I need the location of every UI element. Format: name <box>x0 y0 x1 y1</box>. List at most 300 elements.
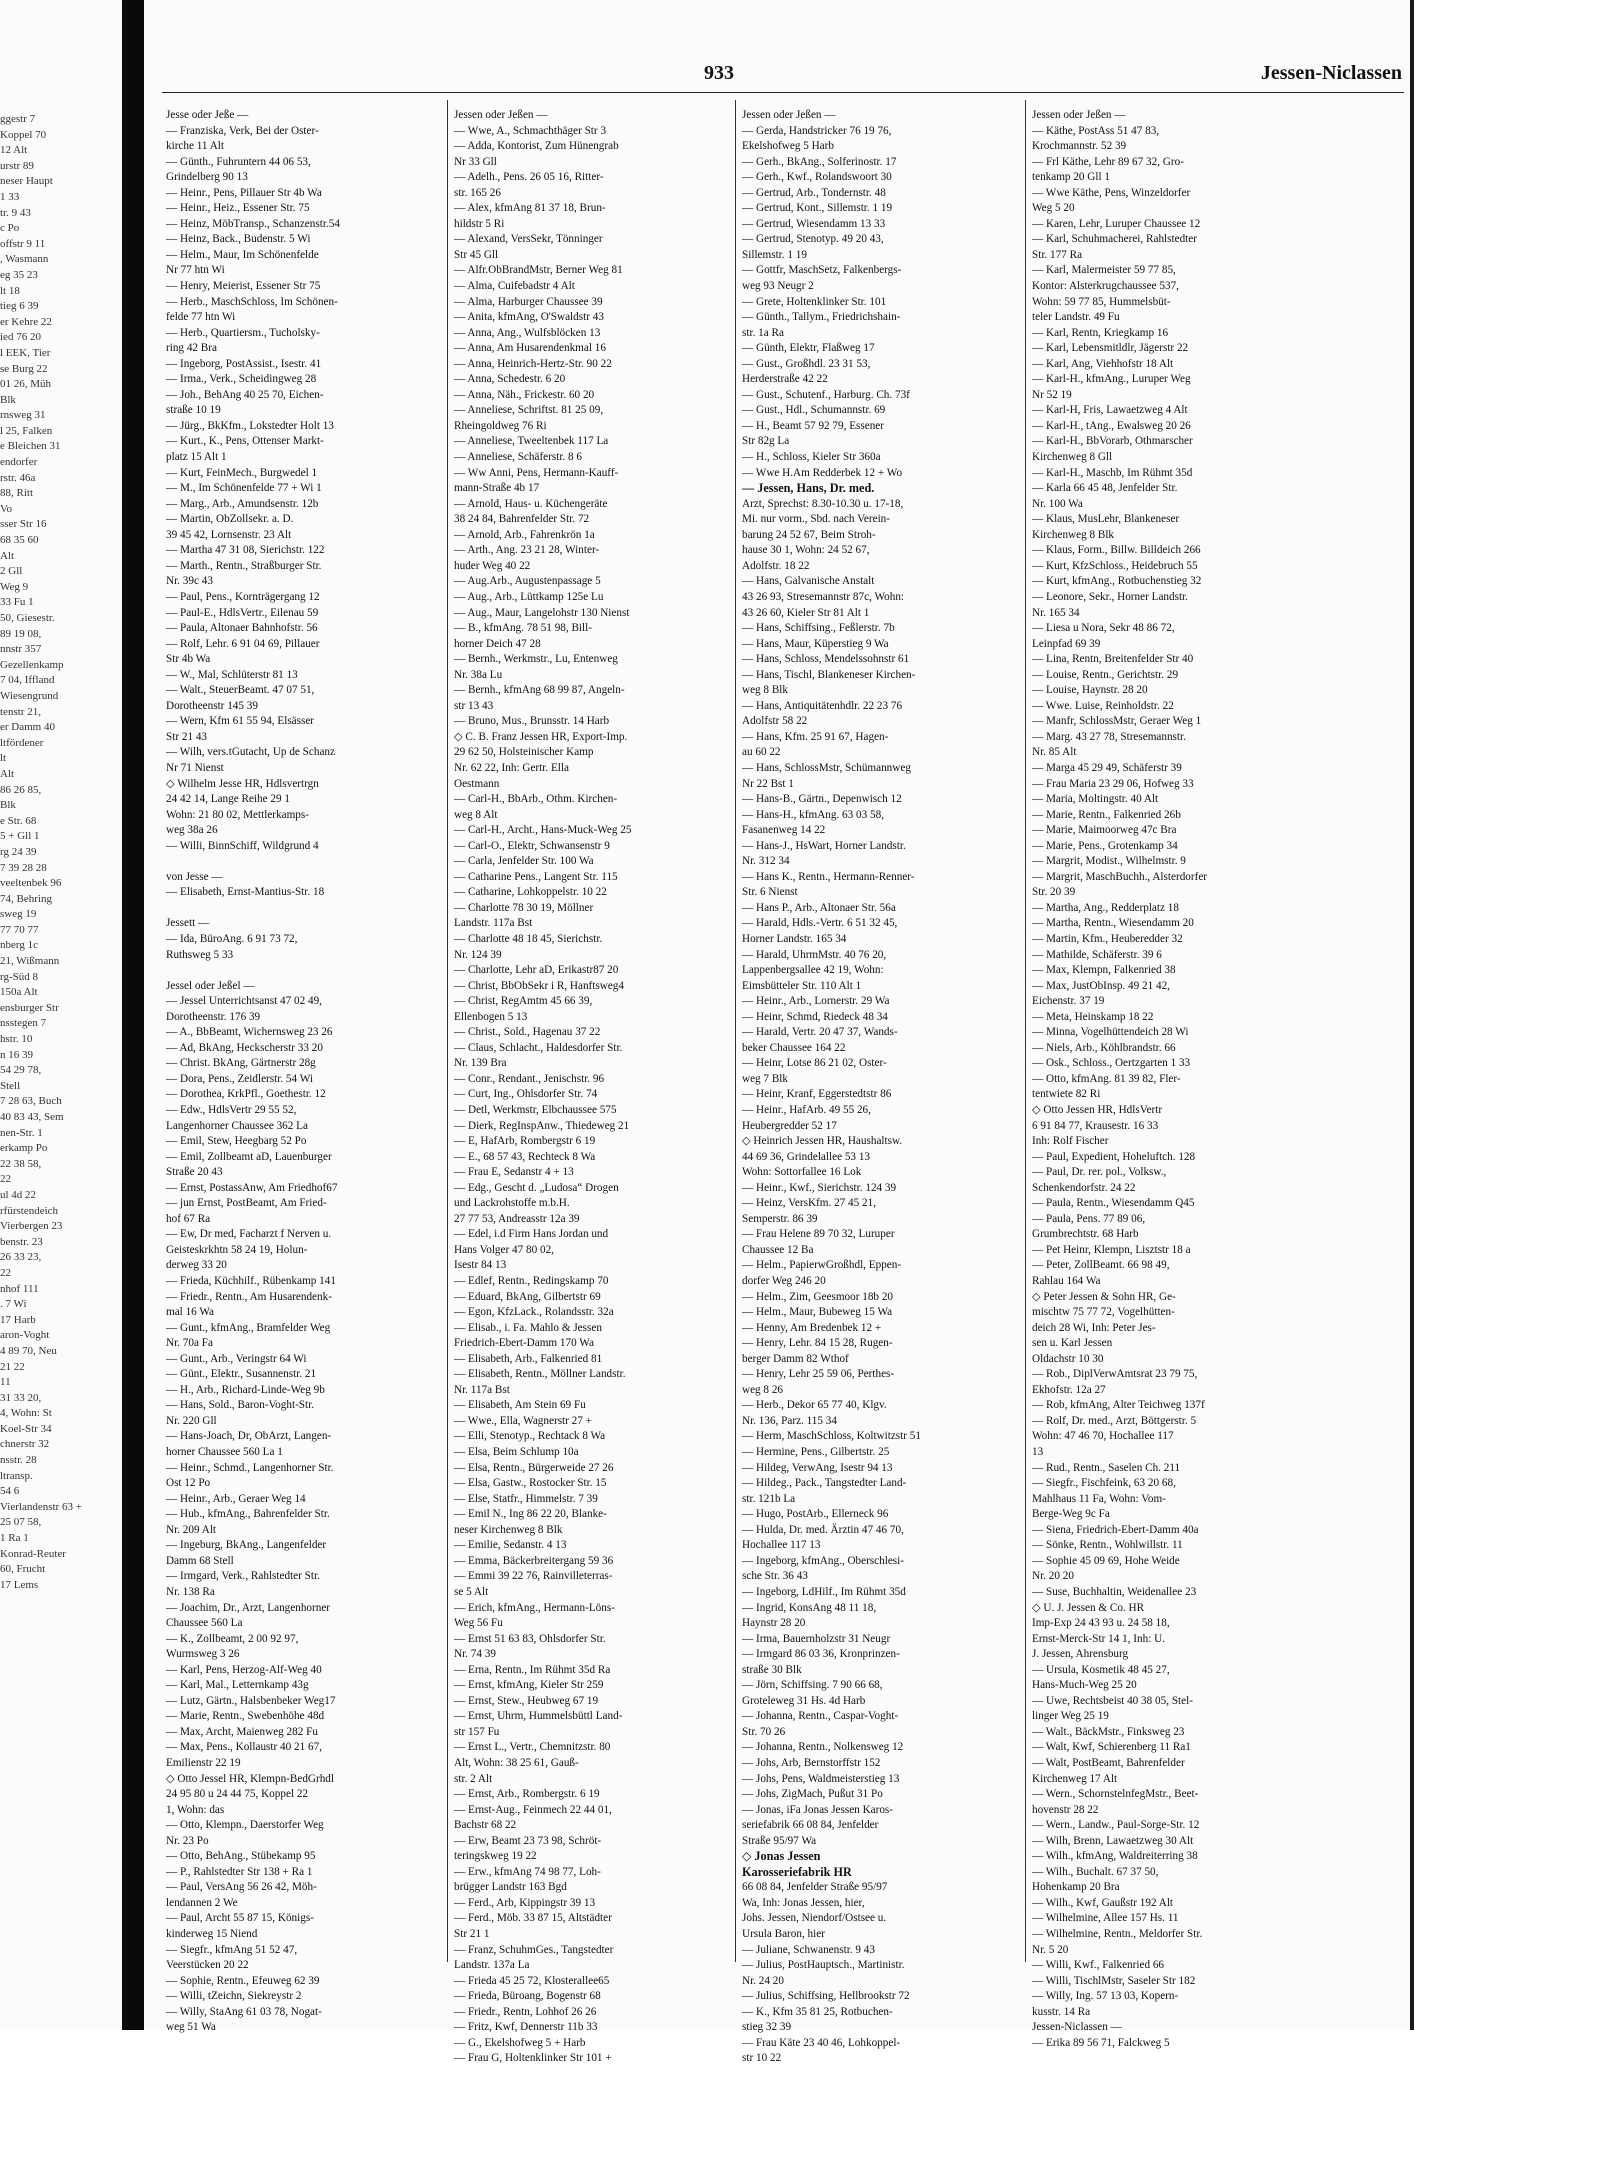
directory-entry-line: Grumbrechtstr. 68 Harb <box>1032 1228 1139 1241</box>
directory-entry-line: tentwiete 82 Ri <box>1032 1088 1101 1101</box>
directory-entry-line: — Jessel Unterrichtsanst 47 02 49, <box>166 995 322 1008</box>
directory-entry-line: — Suse, Buchhaltin, Weidenallee 23 <box>1032 1585 1197 1598</box>
prev-page-line: 4, Wohn: St <box>0 1407 52 1420</box>
directory-entry-line: weg 7 Blk <box>742 1072 788 1085</box>
directory-entry-line: — Gunt., Arb., Veringstr 64 Wi <box>166 1352 307 1365</box>
directory-column-3 <box>742 108 1014 2067</box>
directory-entry-line: — Else, Statfr., Himmelstr. 7 39 <box>454 1492 598 1505</box>
directory-entry-line: — Louise, Rentn., Gerichtstr. 29 <box>1032 668 1179 681</box>
prev-page-line: e Str. 68 <box>0 814 37 827</box>
directory-entry-line: — Klaus, MusLehr, Blankeneser <box>1032 513 1180 526</box>
directory-entry-line: Landstr. 117a Bst <box>454 917 533 930</box>
directory-entry-line: ◇ C. B. Franz Jessen HR, Export-Imp. <box>454 730 628 743</box>
directory-entry-line: — Hans, Kfm. 25 91 67, Hagen- <box>742 730 889 743</box>
directory-entry-line: — Ernst, Stew., Heubweg 67 19 <box>454 1694 599 1707</box>
directory-entry-line: und Lackrohstoffe m.b.H. <box>454 1197 570 1210</box>
directory-entry-line: — Wwe. Luise, Reinholdstr. 22 <box>1032 699 1174 712</box>
directory-entry-line: Veerstücken 20 22 <box>166 1959 249 1972</box>
running-head: Jessen-Niclassen <box>1260 62 1402 84</box>
prev-page-line: rg 24 39 <box>0 845 37 858</box>
directory-entry-line: — Paul, Expedient, Hoheluftch. 128 <box>1032 1150 1196 1163</box>
prev-page-line: 7 04, Iffland <box>0 674 55 687</box>
directory-entry-line: ring 42 Bra <box>166 342 217 355</box>
prev-page-line: nsstegen 7 <box>0 1017 47 1030</box>
directory-entry-line: — Hans-H., kfmAng. 63 03 58, <box>742 808 885 821</box>
directory-entry-line: — Hans, Schloss, Mendelssohnstr 61 <box>742 653 910 666</box>
directory-entry-line: — Hulda, Dr. med. Ärztin 47 46 70, <box>742 1523 904 1536</box>
directory-entry-line: — Ernst, kfmAng, Kieler Str 259 <box>454 1679 604 1692</box>
directory-entry-line: — Elisabeth, Am Stein 69 Fu <box>454 1399 586 1412</box>
directory-entry-line: Leinpfad 69 39 <box>1032 637 1101 650</box>
directory-entry-line: Nr. 24 20 <box>742 1974 784 1987</box>
directory-entry-line: Ellenbogen 5 13 <box>454 1010 528 1023</box>
directory-entry-line: — Emil N., Ing 86 22 20, Blanke- <box>454 1508 607 1521</box>
directory-entry-line: — Karl, Malermeister 59 77 85, <box>1032 264 1176 277</box>
directory-entry-line: — Leonore, Sekr., Horner Landstr. <box>1032 590 1188 603</box>
directory-entry-line: — Günth., Tallym., Friedrichshain- <box>742 311 901 324</box>
directory-entry-line: — Niels, Arb., Köhlbrandstr. 66 <box>1032 1041 1176 1054</box>
directory-entry-line: Nr. 138 Ra <box>166 1585 215 1598</box>
directory-entry-line: — Charlotte, Lehr aD, Erikastr87 20 <box>454 964 619 977</box>
directory-entry-line: deich 28 Wi, Inh: Peter Jes- <box>1032 1321 1156 1334</box>
directory-entry-line: weg 38a 26 <box>166 824 218 837</box>
directory-entry-line: Wurmsweg 3 26 <box>166 1648 240 1661</box>
prev-page-line: Blk <box>0 799 16 812</box>
directory-entry-line: — Frau G, Holtenklinker Str 101 + <box>454 2052 612 2065</box>
directory-entry-line: Nr. 100 Wa <box>1032 497 1083 510</box>
directory-entry-line: Wa, Inh: Jonas Jessen, hier, <box>742 1896 865 1909</box>
directory-entry-line: teringskweg 19 22 <box>454 1850 537 1863</box>
directory-entry-line: Str. 177 Ra <box>1032 248 1083 261</box>
directory-entry-line: Damm 68 Stell <box>166 1554 234 1567</box>
directory-entry-line: — Anita, kfmAng, O'Swaldstr 43 <box>454 311 604 324</box>
directory-entry-line: — Herb., Quartiersm., Tucholsky- <box>166 326 320 339</box>
directory-entry-line: — H., Arb., Richard-Linde-Weg 9b <box>166 1383 325 1396</box>
directory-entry-line: weg 8 Alt <box>454 808 498 821</box>
directory-entry-line: — Otto, Klempn., Daerstorfer Weg <box>166 1819 324 1832</box>
directory-entry-line: Nr. 23 Po <box>166 1834 209 1847</box>
directory-entry-line: — Margrit, Modist., Wilhelmstr. 9 <box>1032 855 1186 868</box>
directory-entry-line: — Wwe H.Am Redderbek 12 + Wo <box>742 466 903 479</box>
directory-entry-line: — Wern., Landw., Paul-Sorge-Str. 12 <box>1032 1819 1200 1832</box>
directory-entry-line: — Peter, ZollBeamt. 66 98 49, <box>1032 1259 1170 1272</box>
prev-page-line: e Bleichen 31 <box>0 440 61 453</box>
directory-entry-line: — Wilh., Buchalt. 67 37 50, <box>1032 1865 1159 1878</box>
directory-entry-line: — H., Beamt 57 92 79, Essener <box>742 419 884 432</box>
directory-entry-line: — Wwe., Ella, Wagnerstr 27 + <box>454 1414 592 1427</box>
directory-entry-line: weg 51 Wa <box>166 2021 216 2034</box>
directory-entry-line: Friedrich-Ebert-Damm 170 Wa <box>454 1337 594 1350</box>
directory-entry-line: — Walt, PostBeamt, Bahrenfelder <box>1032 1756 1185 1769</box>
directory-entry-line: — Ferd., Arb, Kippingstr 39 13 <box>454 1896 596 1909</box>
prev-page-line: 11 <box>0 1376 11 1389</box>
prev-page-line: 25 07 58, <box>0 1516 42 1529</box>
directory-entry-line: — Gertrud, Wiesendamm 13 33 <box>742 217 886 230</box>
directory-entry-line: straße 10 19 <box>166 404 221 417</box>
directory-entry-line: — Wilh, vers.tGutacht, Up de Schanz <box>166 746 335 759</box>
directory-entry-line: — Rolf, Dr. med., Arzt, Böttgerstr. 5 <box>1032 1414 1197 1427</box>
prev-page-line: veeltenbek 96 <box>0 877 62 890</box>
prev-page-line: 68 35 60 <box>0 534 39 547</box>
directory-entry-line: — Eduard, BkAng, Gilbertstr 69 <box>454 1290 601 1303</box>
directory-entry-line: — Helm., PapierwGroßhdl, Eppen- <box>742 1259 902 1272</box>
prev-page-line: Stell <box>0 1079 21 1092</box>
directory-entry-line: — Friedr., Rentn., Am Husarendenk- <box>166 1290 332 1303</box>
directory-entry-line: Nr. 124 39 <box>454 948 502 961</box>
directory-entry-line: Eimsbütteler Str. 110 Alt 1 <box>742 979 862 992</box>
directory-entry-line: — Lutz, Gärtn., Halsbenbeker Weg17 <box>166 1694 336 1707</box>
directory-entry-line: str. 121b La <box>742 1492 796 1505</box>
directory-entry-line: Horner Landstr. 165 34 <box>742 932 847 945</box>
directory-entry-line: — Wilhelmine, Allee 157 Hs. 11 <box>1032 1912 1179 1925</box>
directory-entry-line: — Hans P., Arb., Altonaer Str. 56a <box>742 901 896 914</box>
directory-entry-line: Alt, Wohn: 38 25 61, Gauß- <box>454 1756 579 1769</box>
directory-entry-line: Lappenbergsallee 42 19, Wohn: <box>742 964 884 977</box>
prev-page-line: Vierbergen 23 <box>0 1220 63 1233</box>
directory-entry-line: — Emmi 39 22 76, Rainvilleterras- <box>454 1570 613 1583</box>
directory-entry-line: — Kurt, KfzSchloss., Heidebruch 55 <box>1032 559 1198 572</box>
directory-entry-line: — Irmgard 86 03 36, Kronprinzen- <box>742 1648 900 1661</box>
directory-entry-line: — Anna, Heinrich-Hertz-Str. 90 22 <box>454 357 612 370</box>
directory-entry-line: — Heinr, Kranf, Eggerstedtstr 86 <box>742 1088 892 1101</box>
directory-entry-line: — Helm., Maur, Im Schönenfelde <box>166 248 319 261</box>
directory-entry-line: Wohn: 47 46 70, Hochallee 117 <box>1032 1430 1174 1443</box>
directory-entry-line: kirche 11 Alt <box>166 140 224 153</box>
directory-entry-line: — P., Rahlstedter Str 138 + Ra 1 <box>166 1865 313 1878</box>
directory-entry-line: — Marg. 43 27 78, Stresemannstr. <box>1032 730 1186 743</box>
directory-entry-line: ◇ Jonas Jessen <box>742 1849 821 1864</box>
directory-entry-line: stieg 32 39 <box>742 2021 792 2034</box>
directory-entry-line: — Joh., BehAng 40 25 70, Eichen- <box>166 388 324 401</box>
directory-entry-line: Schenkendorfstr. 24 22 <box>1032 1181 1136 1194</box>
prev-page-line: 2 Gll <box>0 565 23 578</box>
directory-entry-line: — Ingrid, KonsAng 48 11 18, <box>742 1601 877 1614</box>
directory-entry-line: Adolfstr. 18 22 <box>742 559 810 572</box>
directory-entry-line: Oestmann <box>454 777 500 790</box>
directory-entry-line: — Heinr, Schmd, Riedeck 48 34 <box>742 1010 888 1023</box>
directory-entry-line: — Karl-H., Maschb, Im Rühmt 35d <box>1032 466 1193 479</box>
column-divider <box>1025 100 1026 1962</box>
directory-entry-line: Dorotheenstr. 176 39 <box>166 1010 261 1023</box>
prev-page-line: 60, Frucht <box>0 1563 46 1576</box>
prev-page-line: Blk <box>0 393 16 406</box>
directory-entry-line: — Sophie, Rentn., Efeuweg 62 39 <box>166 1974 320 1987</box>
directory-entry-line: au 60 22 <box>742 746 781 759</box>
prev-page-line: eg 35 23 <box>0 268 38 281</box>
directory-entry-line: — Helm., Maur, Bubeweg 15 Wa <box>742 1306 893 1319</box>
directory-entry-line: Str 21 43 <box>166 730 208 743</box>
directory-entry-line: Hohenkamp 20 Bra <box>1032 1881 1120 1894</box>
directory-entry-line: — Willi, Kwf., Falkenried 66 <box>1032 1959 1165 1972</box>
directory-entry-line: — Heinr, Lotse 86 21 02, Oster- <box>742 1057 887 1070</box>
directory-entry-line: Nr. 136, Parz. 115 34 <box>742 1414 837 1427</box>
directory-entry-line: Ruthsweg 5 33 <box>166 948 234 961</box>
directory-entry-line: — W., Mal, Schlüterstr 81 13 <box>166 668 298 681</box>
directory-entry-line: — Henry, Lehr. 84 15 28, Rugen- <box>742 1337 893 1350</box>
prev-page-line: hstr. 10 <box>0 1033 33 1046</box>
prev-page-line: sweg 19 <box>0 908 37 921</box>
directory-entry-line: — Martin, ObZollsekr. a. D. <box>166 513 294 526</box>
directory-entry-line: — Ernst, Uhrm, Hummelsbüttl Land- <box>454 1710 623 1723</box>
prev-page-line: ggestr 7 <box>0 113 36 125</box>
directory-entry-line: — Carl-H., BbArb., Othm. Kirchen- <box>454 793 618 806</box>
directory-entry-line: — Gust., Schutenf., Harburg. Ch. 73f <box>742 388 910 401</box>
directory-entry-line: Kirchenweg 8 Blk <box>1032 528 1115 541</box>
directory-entry-line: — Sophie 45 09 69, Hohe Weide <box>1032 1554 1180 1567</box>
directory-entry-line: Hans-Much-Weg 25 20 <box>1032 1679 1137 1692</box>
directory-entry-line: — Johs, ZigMach, Pußut 31 Po <box>742 1788 883 1801</box>
directory-entry-line: — Wern, Kfm 61 55 94, Elsässer <box>166 715 315 728</box>
directory-entry-line: Landstr. 137a La <box>454 1959 530 1972</box>
directory-entry-line: — Martha, Rentn., Wiesendamm 20 <box>1032 917 1194 930</box>
directory-entry-line: — Marie, Rentn., Falkenried 26b <box>1032 808 1181 821</box>
directory-entry-line: — Willi, BinnSchiff, Wildgrund 4 <box>166 839 319 852</box>
directory-entry-line: — Henry, Meierist, Essener Str 75 <box>166 280 321 293</box>
directory-entry-line: Adolfstr 58 22 <box>742 715 808 728</box>
directory-entry-line: Ekhofstr. 12a 27 <box>1032 1383 1106 1396</box>
directory-entry-line: str 10 22 <box>742 2052 782 2065</box>
directory-entry-line: Berge-Weg 9c Fa <box>1032 1508 1110 1521</box>
prev-page-line: endorfer <box>0 456 38 469</box>
directory-entry-line: — Elisabeth, Arb., Falkenried 81 <box>454 1352 603 1365</box>
directory-entry-line: — Otto, kfmAng. 81 39 82, Fler- <box>1032 1072 1181 1085</box>
directory-entry-line: — Elli, Stenotyp., Rechtack 8 Wa <box>454 1430 606 1443</box>
directory-entry-line: — Karl-H., tAng., Ewalsweg 20 26 <box>1032 419 1191 432</box>
directory-entry-line: mann-Straße 4b 17 <box>454 482 540 495</box>
prev-page-line: neser Haupt <box>0 175 53 188</box>
directory-entry-line: berger Damm 82 Wthof <box>742 1352 849 1365</box>
directory-entry-line: — Gust., Großhdl. 23 31 53, <box>742 357 871 370</box>
directory-entry-line: 44 69 36, Grindelallee 53 13 <box>742 1150 871 1163</box>
directory-entry-line: — Irma., Verk., Scheidingweg 28 <box>166 373 317 386</box>
directory-entry-line: Jessen oder Jeßen — <box>742 109 836 121</box>
prev-page-line: 54 6 <box>0 1485 20 1498</box>
directory-entry-line: — Edw., HdlsVertr 29 55 52, <box>166 1104 297 1116</box>
directory-entry-line: Nr 77 htn Wi <box>166 264 225 277</box>
directory-entry-line: derweg 33 20 <box>166 1259 227 1272</box>
directory-entry-line: — jun Ernst, PostBeamt, Am Fried- <box>166 1197 327 1210</box>
directory-entry-line: Jessen oder Jeßen — <box>454 109 548 121</box>
directory-entry-line: — Hans-Joach, Dr, ObArzt, Langen- <box>166 1430 332 1443</box>
directory-entry-line: — Anna, Am Husarendenkmal 16 <box>454 342 606 355</box>
prev-page-line: tieg 6 39 <box>0 300 39 313</box>
prev-page-line: ltransp. <box>0 1469 33 1482</box>
directory-entry-line: — Catharine, Lohkoppelstr. 10 22 <box>454 886 607 899</box>
directory-entry-line: Jessel oder Jeßel — <box>166 979 255 992</box>
directory-entry-line: — Wilhelmine, Rentn., Meldorfer Str. <box>1032 1927 1203 1940</box>
directory-entry-line: 1, Wohn: das <box>166 1803 225 1816</box>
page-number: 933 <box>704 62 734 84</box>
directory-entry-line: — Gerh., BkAng., Solferinostr. 17 <box>742 155 897 168</box>
directory-entry-line: — Alexand, VersSekr, Tönninger <box>454 233 603 246</box>
directory-entry-line: — Hans, Tischl, Blankeneser Kirchen- <box>742 668 916 681</box>
directory-entry-line: — Anna, Schedestr. 6 20 <box>454 373 566 386</box>
prev-page-line: ied 76 20 <box>0 331 41 344</box>
directory-entry-line: Arzt, Sprechst: 8.30-10.30 u. 17-18, <box>742 497 904 510</box>
directory-entry-line: — Hildeg, VerwAng, Isestr 94 13 <box>742 1461 893 1474</box>
directory-entry-line: — Dorothea, KrkPfl., Goethestr. 12 <box>166 1088 326 1101</box>
prev-page-line: ul 4d 22 <box>0 1188 37 1201</box>
prev-page-line: 7 28 63, Buch <box>0 1095 62 1108</box>
directory-entry-line: — Martin, Kfm., Heuberedder 32 <box>1032 932 1183 945</box>
prev-page-line: 88, Ritt <box>0 487 34 500</box>
directory-entry-line: Krochmannstr. 52 39 <box>1032 140 1127 153</box>
directory-entry-line: — Charlotte 78 30 19, Möllner <box>454 901 594 914</box>
directory-entry-line: hof 67 Ra <box>166 1212 211 1225</box>
prev-page-line: 31 33 20, <box>0 1391 42 1404</box>
directory-entry-line: — Gottfr, MaschSetz, Falkenbergs- <box>742 264 902 277</box>
prev-page-line: 50, Giesestr. <box>0 612 55 624</box>
directory-entry-line: — Herb., MaschSchloss, Im Schönen- <box>166 295 338 308</box>
directory-entry-line: — Paul, Pens., Kornträgergang 12 <box>166 590 320 603</box>
directory-entry-line: ◇ U. J. Jessen & Co. HR <box>1032 1601 1145 1614</box>
directory-entry-line: — Carl-H., Archt., Hans-Muck-Weg 25 <box>454 824 632 837</box>
directory-entry-line: Karosseriefabrik HR <box>742 1864 852 1879</box>
directory-entry-line: — Sönke, Rentn., Wohlwillstr. 11 <box>1032 1539 1183 1552</box>
directory-entry-line: — Franziska, Verk, Bei der Oster- <box>166 124 319 137</box>
directory-entry-line: — Ew, Dr med, Facharzt f Nerven u. <box>166 1228 332 1241</box>
directory-entry-line: — Helm., Zim, Geesmoor 18b 20 <box>742 1290 894 1303</box>
directory-entry-line: — Harald, UhrmMstr. 40 76 20, <box>742 948 887 961</box>
directory-entry-line: — K., Kfm 35 81 25, Rotbuchen- <box>742 2005 893 2018</box>
prev-page-line: aron-Voght <box>0 1329 50 1342</box>
directory-entry-line: — Wwe, A., Schmachthäger Str 3 <box>454 124 607 137</box>
directory-entry-line: — Marga 45 29 49, Schäferstr 39 <box>1032 761 1182 774</box>
directory-entry-line: Str. 6 Nienst <box>742 886 798 899</box>
directory-entry-line: — Otto, BehAng., Stübekamp 95 <box>166 1850 316 1863</box>
directory-entry-line: — Johanna, Rentn., Caspar-Voght- <box>742 1710 899 1723</box>
prev-page-line: tr. 9 43 <box>0 206 31 219</box>
directory-entry-line: Emilienstr 22 19 <box>166 1756 241 1769</box>
directory-entry-line: felde 77 htn Wi <box>166 311 236 324</box>
directory-entry-line: — Margrit, MaschBuchh., Alsterdorfer <box>1032 870 1208 883</box>
directory-entry-line: — Alma, Cuifebadstr 4 Alt <box>454 280 575 293</box>
prev-page-line: Vo <box>0 502 13 515</box>
directory-entry-line: — Siegfr., kfmAng 51 52 47, <box>166 1943 298 1956</box>
prev-page-line: nberg 1c <box>0 939 38 952</box>
directory-entry-line: — Joachim, Dr., Arzt, Langenhorner <box>166 1601 331 1614</box>
directory-entry-line: — Karen, Lehr, Luruper Chaussee 12 <box>1032 217 1201 230</box>
previous-page-margin <box>0 0 122 2030</box>
prev-page-line: 21 22 <box>0 1360 25 1373</box>
directory-entry-line: — Elisabeth, Rentn., Möllner Landstr. <box>454 1368 626 1381</box>
directory-entry-line: — Gerda, Handstricker 76 19 76, <box>742 124 892 137</box>
directory-entry-line: — Conr., Rendant., Jenischstr. 96 <box>454 1072 605 1085</box>
prev-page-line: sser Str 16 <box>0 518 47 531</box>
directory-entry-line: hause 30 1, Wohn: 24 52 67, <box>742 544 870 557</box>
directory-entry-line: — Wern., SchornstelnfegMstr., Beet- <box>1032 1788 1199 1801</box>
directory-entry-line: 38 24 84, Bahrenfelder Str. 72 <box>454 513 590 526</box>
directory-entry-line: — Gust., Hdl., Schumannstr. 69 <box>742 404 886 417</box>
directory-entry-line: — Ferd., Möb. 33 87 15, Altstädter <box>454 1912 612 1925</box>
prev-page-line: Alt <box>0 549 15 562</box>
directory-entry-line: — Julius, Schiffsing, Hellbrookstr 72 <box>742 1990 910 2003</box>
directory-entry-line: 29 62 50, Holsteinischer Kamp <box>454 746 594 759</box>
directory-entry-line: Inh: Rolf Fischer <box>1032 1135 1109 1148</box>
prev-page-line: benstr. 23 <box>0 1235 43 1248</box>
prev-page-line: l EEK, Tier <box>0 346 51 359</box>
directory-entry-line: — Pet Heinr, Klempn, Lisztstr 18 a <box>1032 1243 1191 1256</box>
directory-entry-line: — Ingeborg, PostAssist., Isestr. 41 <box>166 357 322 370</box>
directory-entry-line: — Uwe, Rechtsbeist 40 38 05, Stel- <box>1032 1694 1193 1707</box>
prev-page-line: 21, Wißmann <box>0 955 60 968</box>
directory-entry-line: — Elisab., i. Fa. Mahlo & Jessen <box>454 1321 602 1334</box>
directory-entry-line: — Ingeborg, kfmAng., Oberschlesi- <box>742 1554 904 1567</box>
directory-entry-line: — Alma, Harburger Chaussee 39 <box>454 295 603 308</box>
directory-entry-line: — Claus, Schlacht., Haldesdorfer Str. <box>454 1041 623 1054</box>
directory-entry-line: beker Chaussee 164 22 <box>742 1041 846 1054</box>
directory-entry-line: Wohn: 21 80 02, Mettlerkamps- <box>166 808 309 821</box>
directory-entry-line: — Rob, kfmAng, Alter Teichweg 137f <box>1032 1399 1205 1412</box>
directory-entry-line: — Frieda, Küchhilf., Rübenkamp 141 <box>166 1275 336 1288</box>
directory-entry-line: — Karl-H, Fris, Lawaetzweg 4 Alt <box>1032 404 1188 417</box>
prev-page-line: 26 33 23, <box>0 1251 42 1264</box>
directory-entry-line: hildstr 5 Ri <box>454 217 505 230</box>
directory-entry-line: — Heinr., HafArb. 49 55 26, <box>742 1104 871 1116</box>
directory-entry-line: str. 2 Alt <box>454 1772 493 1785</box>
directory-entry-line: Str 4b Wa <box>166 653 211 666</box>
directory-entry-line: — Hildeg., Pack., Tangstedter Land- <box>742 1477 907 1490</box>
directory-entry-line: — M., Im Schönenfelde 77 + Wi 1 <box>166 482 322 495</box>
prev-page-line: er Kehre 22 <box>0 315 52 328</box>
directory-entry-line: se 5 Alt <box>454 1585 489 1598</box>
directory-entry-line: — Siena, Friedrich-Ebert-Damm 40a <box>1032 1523 1199 1536</box>
directory-entry-line: — Ad, BkAng, Heckscherstr 33 20 <box>166 1041 323 1054</box>
book-gutter <box>122 0 144 2030</box>
prev-page-line: offstr 9 11 <box>0 237 46 250</box>
directory-entry-line: — Kurt., K., Pens, Ottenser Markt- <box>166 435 324 448</box>
directory-entry-line: Ernst-Merck-Str 14 1, Inh: U. <box>1032 1632 1165 1645</box>
directory-entry-line: — Henry, Lehr 25 59 06, Perthes- <box>742 1368 895 1381</box>
directory-entry-line: — Johs, Pens, Waldmeisterstieg 13 <box>742 1772 900 1785</box>
prev-page-line: 54 29 78, <box>0 1064 42 1077</box>
prev-page-line: 89 19 08, <box>0 627 42 640</box>
directory-entry-line: str. 165 26 <box>454 186 501 199</box>
directory-entry-line: — Arnold, Haus- u. Küchengeräte <box>454 497 608 510</box>
directory-entry-line: — Paula, Pens. 77 89 06, <box>1032 1212 1146 1225</box>
directory-entry-line: str 157 Fu <box>454 1725 500 1738</box>
directory-entry-line: Str. 70 26 <box>742 1725 786 1738</box>
prev-page-line: ltfördener <box>0 736 44 749</box>
directory-entry-line: — Günt., Elektr., Susannenstr. 21 <box>166 1368 317 1381</box>
directory-entry-line: — Marth., Rentn., Straßburger Str. <box>166 559 322 572</box>
directory-entry-line: — Heinr., Arb., Geraer Weg 14 <box>166 1492 306 1505</box>
directory-entry-line: — Herm, MaschSchloss, Koltwitzstr 51 <box>742 1430 921 1443</box>
directory-entry-line: — Heinr., Schmd., Langenhorner Str. <box>166 1461 334 1474</box>
prev-page-line: n 16 39 <box>0 1048 33 1061</box>
directory-entry-line: — Walt, Kwf, Schierenberg 11 Ra1 <box>1032 1741 1191 1754</box>
directory-entry-line: — Paul, Archt 55 87 15, Königs- <box>166 1912 314 1925</box>
directory-entry-line: — Emma, Bäckerbreitergang 59 36 <box>454 1554 614 1567</box>
directory-entry-line: — Christ. BkAng, Gärtnerstr 28g <box>166 1057 316 1070</box>
directory-entry-line: ◇ Otto Jessel HR, Klempn-BedGrhdl <box>166 1772 335 1785</box>
directory-entry-line: Nr. 20 20 <box>1032 1570 1074 1583</box>
directory-entry-line: lendannen 2 We <box>166 1896 238 1909</box>
directory-entry-line: ◇ Wilhelm Jesse HR, Hdlsvertrgn <box>166 777 319 790</box>
directory-entry-line: — Karl-H., BbVorarb, Othmarscher <box>1032 435 1193 448</box>
prev-page-line: Wiesengrund <box>0 689 59 702</box>
directory-entry-line: Johs. Jessen, Niendorf/Ostsee u. <box>742 1912 887 1925</box>
directory-entry-line: brügger Landstr 163 Bgd <box>454 1881 567 1894</box>
directory-entry-line: horner Chaussee 560 La 1 <box>166 1446 283 1459</box>
directory-entry-line: — Jonas, iFa Jonas Jessen Karos- <box>742 1803 894 1816</box>
directory-entry-line: — Hans-J., HsWart, Horner Landstr. <box>742 839 906 852</box>
directory-entry-line: straße 30 Blk <box>742 1663 802 1676</box>
directory-entry-line: Straße 20 43 <box>166 1166 223 1179</box>
directory-entry-line: — Hans, Sold., Baron-Voght-Str. <box>166 1399 315 1412</box>
directory-entry-line: mal 16 Wa <box>166 1306 214 1319</box>
directory-column-1 <box>166 108 438 2036</box>
